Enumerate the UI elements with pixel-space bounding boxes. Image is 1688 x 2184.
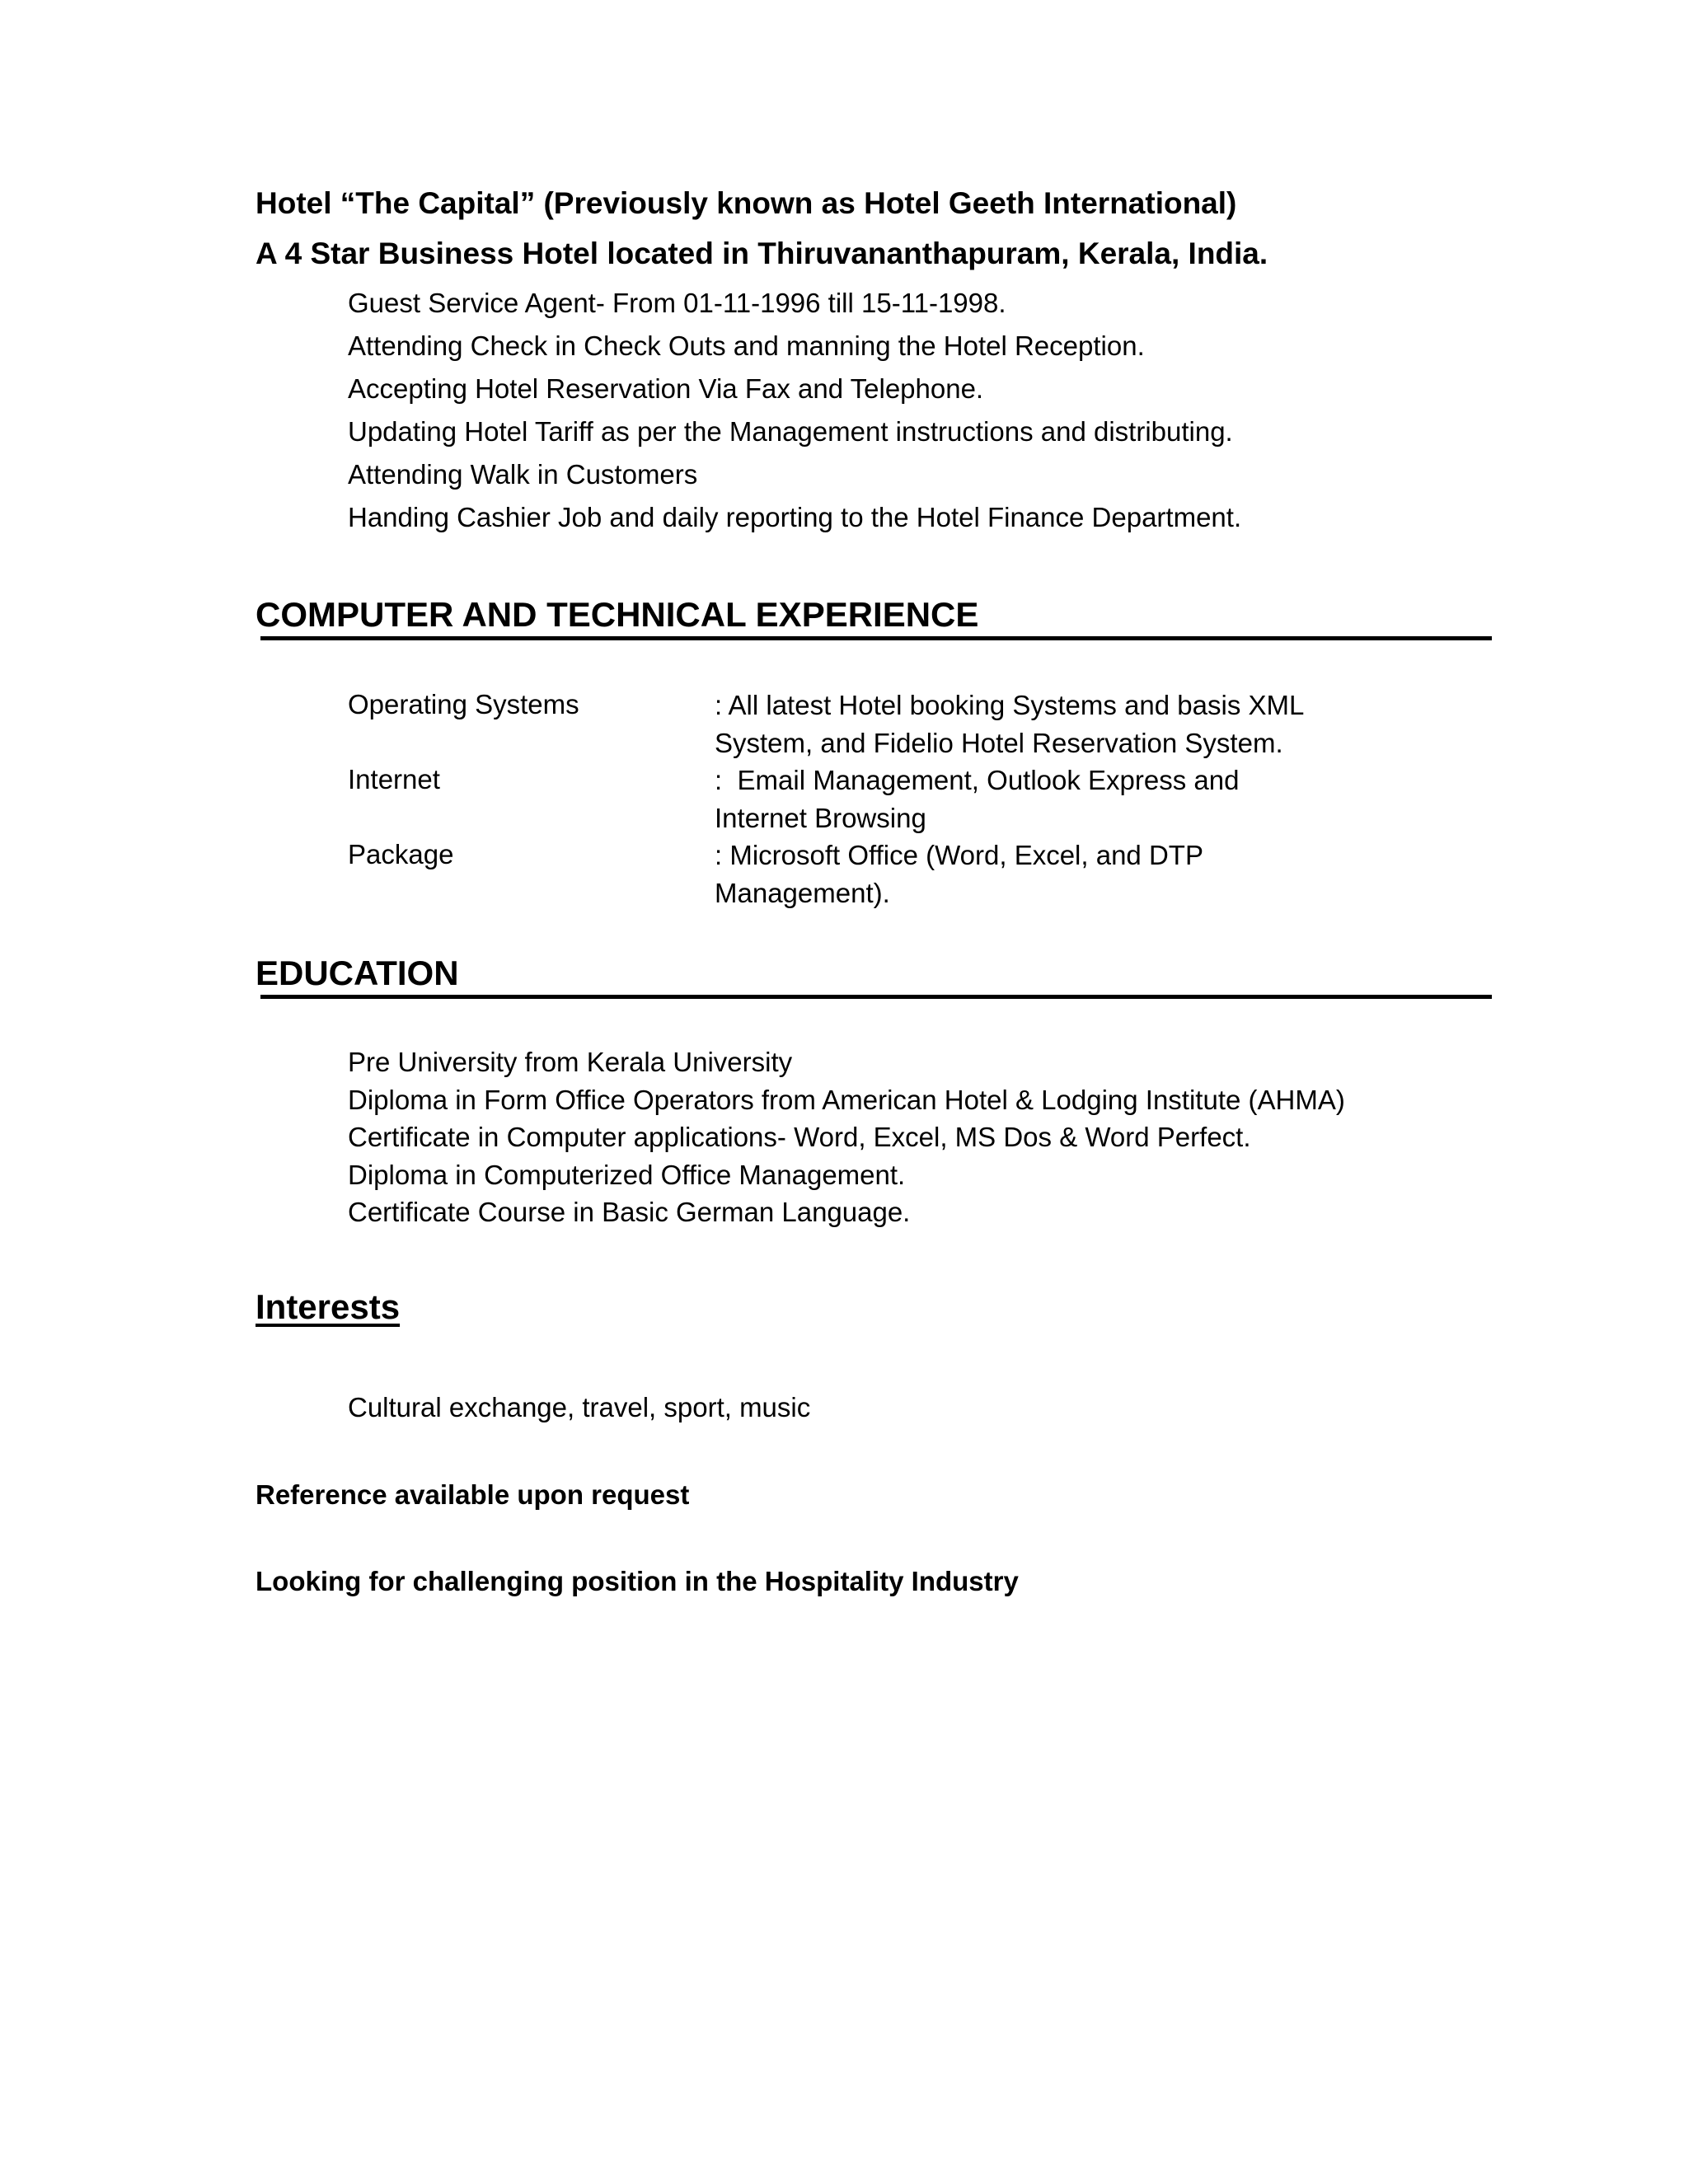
computer-row-value xyxy=(715,837,1203,912)
education-item: Diploma in Form Office Operators from American Hotel & Lodging Institute (AHMA) xyxy=(348,1085,1345,1115)
reference-note: Reference available upon request xyxy=(256,1479,690,1510)
education-section-rule xyxy=(260,995,1492,999)
interests-heading: Interests xyxy=(256,1287,401,1326)
duty-item: Guest Service Agent- From 01-11-1996 till 15-11-1998. xyxy=(348,288,1006,318)
computer-row-value xyxy=(715,762,1239,837)
computer-row-value-line: : All latest Hotel booking Systems and basis XML xyxy=(715,690,1305,720)
computer-section-heading: COMPUTER AND TECHNICAL EXPERIENCE xyxy=(256,595,979,634)
education-section-heading: EDUCATION xyxy=(256,954,459,992)
duty-item: Updating Hotel Tariff as per the Management instructions and distributing. xyxy=(348,416,1233,447)
interests-text: Cultural exchange, travel, sport, music xyxy=(348,1392,811,1422)
computer-row-value-line: Internet Browsing xyxy=(715,803,926,833)
education-item: Certificate in Computer applications- Word, Excel, MS Dos & Word Perfect. xyxy=(348,1122,1251,1152)
computer-row-value-line: Management). xyxy=(715,878,890,908)
computer-section-rule xyxy=(260,636,1492,640)
computer-row-label: Operating Systems xyxy=(348,689,579,719)
education-item: Pre University from Kerala University xyxy=(348,1047,793,1077)
computer-row-label: Package xyxy=(348,839,454,869)
education-item: Diploma in Computerized Office Management. xyxy=(348,1160,906,1190)
employer-description: A 4 Star Business Hotel located in Thiruvananthapuram, Kerala, India. xyxy=(256,237,1268,270)
computer-row-value xyxy=(715,687,1304,762)
objective-note: Looking for challenging position in the Hospitality Industry xyxy=(256,1566,1019,1596)
employer-name: Hotel “The Capital” (Previously known as Hotel Geeth International) xyxy=(256,186,1237,220)
computer-row-label: Internet xyxy=(348,764,440,794)
computer-row-value-line: System, and Fidelio Hotel Reservation System. xyxy=(715,728,1283,758)
duty-item: Attending Check in Check Outs and manning the Hotel Reception. xyxy=(348,330,1145,361)
duty-item: Accepting Hotel Reservation Via Fax and Telephone. xyxy=(348,373,984,404)
duty-item: Handing Cashier Job and daily reporting to the Hotel Finance Department. xyxy=(348,502,1242,532)
computer-row-value-line: : Microsoft Office (Word, Excel, and DTP xyxy=(715,840,1203,870)
duty-item: Attending Walk in Customers xyxy=(348,459,698,490)
education-item: Certificate Course in Basic German Language. xyxy=(348,1197,911,1227)
computer-row-value-line: : Email Management, Outlook Express and xyxy=(715,765,1240,795)
